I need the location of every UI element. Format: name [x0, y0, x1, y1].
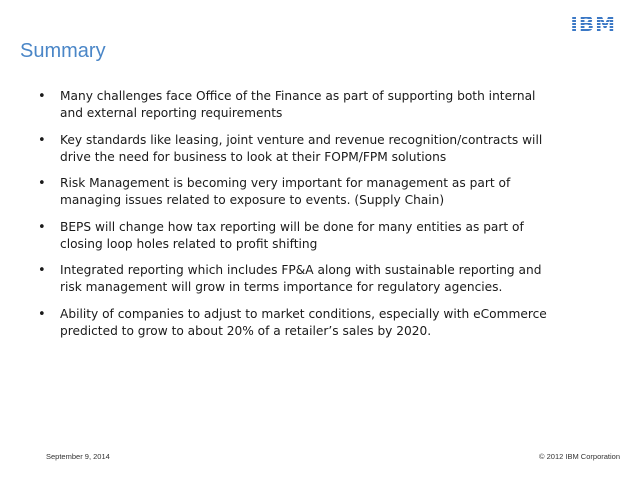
bullet-text: Risk Management is becoming very important for management as part of managing issues related to exposure to events. (Supply Chain) — [60, 176, 511, 207]
bullet-item — [38, 262, 558, 296]
bullet-item — [38, 306, 558, 340]
bullet-item — [38, 88, 558, 122]
ibm-logo: IBM — [570, 12, 616, 36]
bullet-text: Many challenges face Office of the Finance as part of supporting both internal and external reporting requirements — [60, 89, 536, 120]
bullet-marker: • — [38, 306, 46, 322]
footer-copyright: © 2012 IBM Corporation — [539, 452, 620, 461]
bullet-text: Key standards like leasing, joint venture and revenue recognition/contracts will drive the need for business to look at their FOPM/FPM solutions — [60, 132, 543, 164]
bullet-item — [38, 132, 558, 166]
bullet-list — [38, 88, 558, 349]
title-divider — [20, 66, 618, 67]
bullet-item — [38, 175, 558, 209]
page-title: Summary — [20, 40, 106, 62]
footer-date: September 9, 2014 — [46, 452, 110, 461]
bullet-text: Ability of companies to adjust to market conditions, especially with eCommerce predicted to grow to about 20% of a retailer’s sales by 2020. — [60, 306, 547, 338]
bullet-marker: • — [38, 89, 46, 104]
bullet-item — [38, 219, 558, 253]
bullet-marker: • — [38, 263, 46, 278]
bullet-marker: • — [38, 219, 46, 235]
bullet-marker: • — [38, 176, 46, 191]
bullet-text: BEPS will change how tax reporting will be done for many entities as part of closing loop holes related to profit shifting — [60, 219, 524, 251]
bullet-text: Integrated reporting which includes FP&A along with sustainable reporting and risk management will grow in terms importance for regulatory agencies. — [60, 263, 542, 294]
bullet-marker: • — [38, 132, 46, 148]
